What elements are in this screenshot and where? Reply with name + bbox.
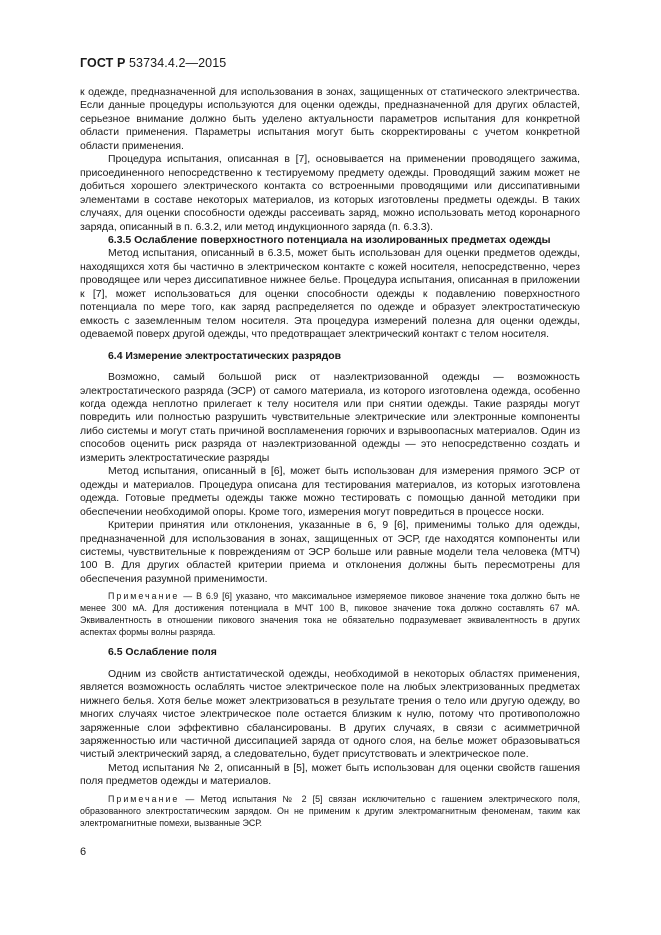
paragraph-field-method: Метод испытания № 2, описанный в [5], может быть использован для оценки свойств гашения поля предметов одежды и материалов. — [80, 762, 580, 788]
paragraph-esd-method: Метод испытания, описанный в [6], может быть использован для измерения прямого ЭСР от одежды и материалов. Процедура описана для тестирования материалов, из которых изготовлена одежда. Готовые предметы одежды также можно тестировать с помощью данной методики при обеспечении необходимой опоры. Кроме того, измерения могут повредиться в процессе носки. — [80, 466, 580, 518]
section-heading-6-4: 6.4 Измерение электростатических разрядов — [108, 350, 342, 362]
page-body — [80, 86, 580, 831]
note-label: Примечание — [108, 591, 180, 602]
paragraph-field-attenuation: Одним из свойств антистатической одежды, необходимой в некоторых областях применения, является возможность ослаблять чистое электрическое поле на любых электризованных предметах нижнего белья. Хотя белье может электризоваться в результате трения о тело или другую одежду, во многих случаях чистое электрическое поле остается близким к нулю, потому что противоположно заряженные слои эффективно сбалансированы. В других случаях, в связи с асимметричной заряженностью или частичной диссипацией заряда от одного слоя, на белье может образовываться чистый электрический заряд, а следовательно, будет присутствовать и электрическое поле. — [80, 668, 580, 761]
paragraph-surface-potential: Метод испытания, описанный в 6.3.5, может быть использован для оценки предметов одежды, находящихся хотя бы частично в электрическом контакте с кожей носителя, непосредственно, через проводящее или через диссипативное нижнее белье. Процедура испытания, описанная в приложении к [7], может использоваться для оценки способности одежды к подавлению поверхностного потенциала по мере того, как заряд распределяется по одежде и образует электростатическую емкость с заземленным телом носителя. Эта процедура измерений полезна для оценки одежды, одеваемой поверх другой одежды, что предотвращает электрический контакт с телом носителя. — [80, 248, 580, 341]
subsection-heading-6-3-5: 6.3.5 Ослабление поверхностного потенциала на изолированных предметах одежды — [108, 234, 551, 246]
paragraph-test-procedure: Процедура испытания, описанная в [7], основывается на применении проводящего зажима, присоединенного непосредственно к тестируемому предмету одежды. Проводящий зажим может не добиться хорошего электрического контакта со встроенными проводящими или диссипативными элементами в составе некоторых материалов, из которых изготовлены предметы одежды. В таких случаях, для оценки способности одежды рассеивать заряд, можно использовать метод коронарного заряда, описанный в п. 6.3.2, или метод индукционного заряда (п. 6.3.3). — [80, 154, 580, 233]
standard-number: 53734.4.2—2015 — [128, 56, 227, 70]
note-label: Примечание — [108, 793, 180, 804]
paragraph-esd-risk: Возможно, самый большой риск от наэлектризованной одежды — возможность электростатического разряда (ЭСР) от самого материала, из которого изготовлена одежда, особенно когда одежда неплотно прилегает к телу носителя или при снятии одежды. Такие разряды могут повредить или полностью разрушить чувствительные электрические или электронные компоненты либо системы и могут стать причиной воспламенения горючих и взрывоопасных материалов. Один из способов оценить риск разряда от наэлектризованной одежды — это непосредственно создать и измерить электростатические разряды — [80, 372, 580, 464]
note-text: — Метод испытания № 2 [5] связан исключительно с гашением электрического поля, образованного электростатическим зарядом. Он не применим к другим электромагнитным феноменам, таким как электромагнитные помехи, вызванные ЭСР. — [80, 793, 580, 828]
paragraph-acceptance-criteria: Критерии принятия или отклонения, указанные в 6, 9 [6], применимы только для одежды, предназначенной для использования в зонах, защищенных от ЭСР, где находятся компоненты или системы, чувствительные к повреждениям от ЭСР больше или равные модели тела человека (МТЧ) 100 В. Для других областей критерии приема и отклонения должны быть пересмотрены для обеспечения разумной применимости. — [80, 520, 580, 585]
standard-prefix: ГОСТ Р — [80, 56, 126, 70]
section-heading-6-5: 6.5 Ослабление поля — [108, 647, 217, 659]
note-field-quenching — [80, 793, 580, 829]
page-header — [80, 56, 226, 70]
paragraph-continuation: к одежде, предназначенной для использования в зонах, защищенных от статического электричества. Если данные процедуры используются для оценки одежды, предназначенной для других областей, серьезное внимание должно быть уделено актуальности параметров испытания для конкретной области применения. Параметры испытания могут быть скорректированы с учетом конкретной области применения. — [80, 87, 580, 152]
note-peak-current — [80, 590, 580, 638]
note-text: — В 6.9 [6] указано, что максимальное измеряемое пиковое значение тока должно быть не менее 300 мА. Для достижения потенциала в МЧТ 100 В, пиковое значение тока должно составлять 67 мА. Эквивалентность в отношении пикового значения тока не обязательно подразумевает эквивалентность в других аспектах формы волны разряда. — [80, 591, 580, 638]
page-number: 6 — [80, 846, 87, 858]
